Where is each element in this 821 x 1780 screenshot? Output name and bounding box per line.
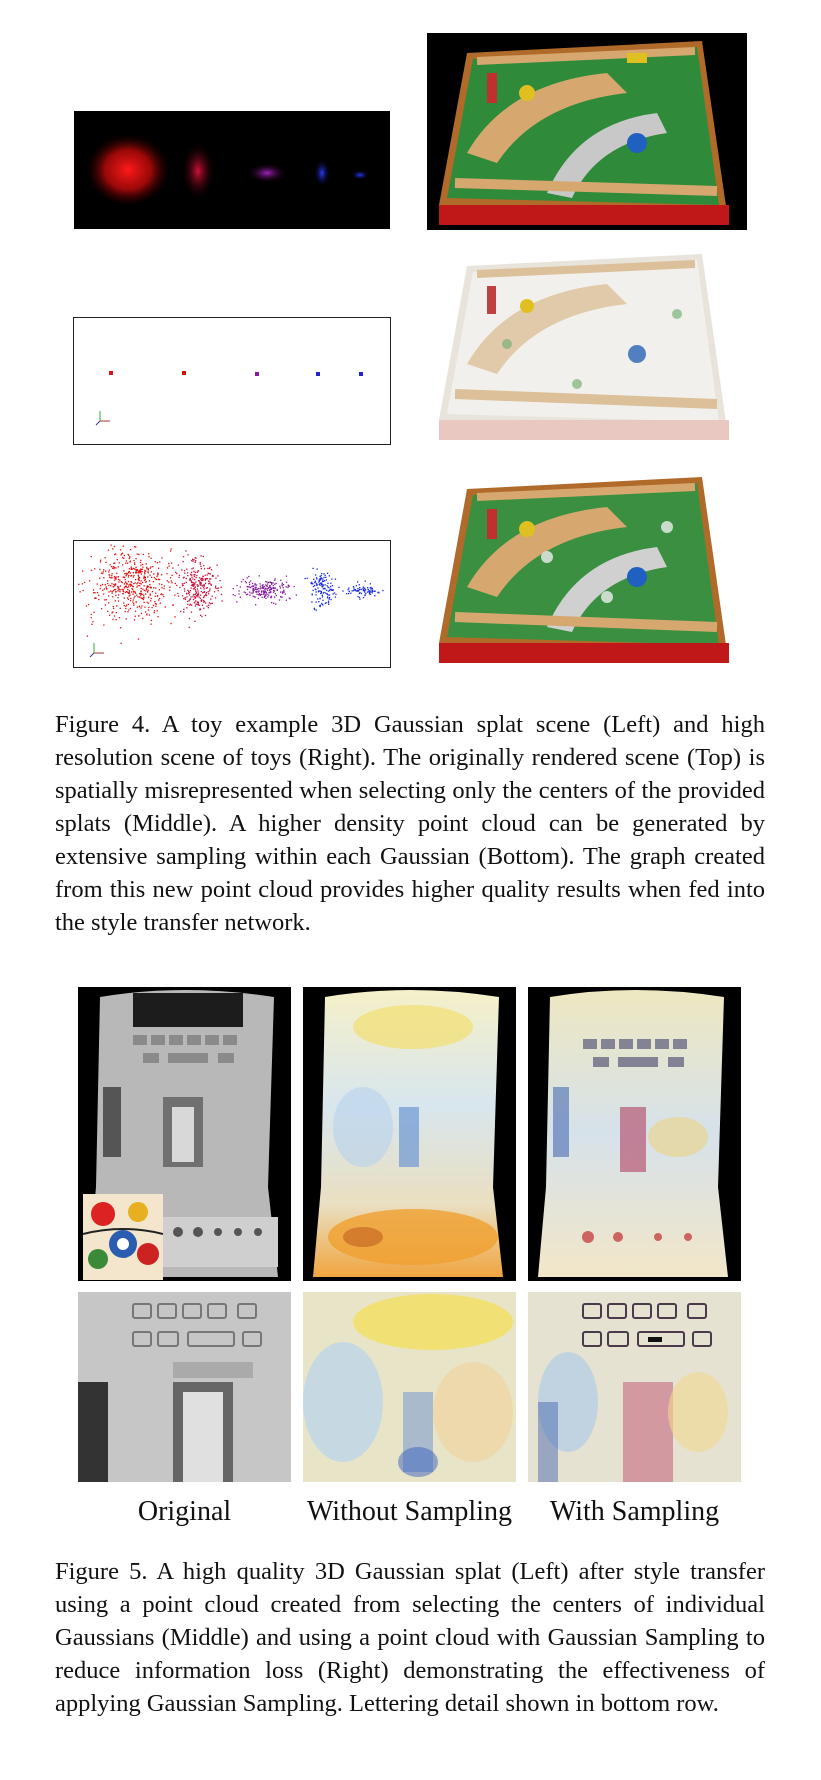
- center-point-purple: [255, 372, 259, 376]
- center-point-red-2: [182, 371, 186, 375]
- lettering-detail-original: [78, 1292, 291, 1482]
- toy-splat-render-panel: [74, 111, 390, 229]
- coffee-machine-without-sampling: [303, 987, 516, 1281]
- toy-sampled-point-cloud: [74, 541, 391, 668]
- coffee-machine-original: [78, 987, 291, 1281]
- splat-blue-small: [314, 159, 330, 187]
- splat-red-medium: [182, 143, 214, 199]
- axis-gizmo-icon: [96, 411, 110, 425]
- center-point-blue-1: [316, 372, 320, 376]
- sampled-blob-purple: [233, 575, 297, 605]
- figure-4-caption: Figure 4. A toy example 3D Gaussian splat scene (Left) and high resolution scene of toys (Right). The originally rendered scene (Top) is spatially misrepresented when selecting only the centers of the provided splats (Middle). A higher density point cloud can be generated by extensive sampling within each Gaussian (Bottom). The graph created from this new point cloud provides higher quality results when fed into the style transfer network.: [55, 711, 765, 936]
- axis-gizmo-icon: [90, 643, 104, 657]
- splat-red-large: [86, 134, 170, 206]
- column-label-without-sampling: Without Sampling: [307, 1496, 512, 1527]
- toy-centers-point-cloud-panel: [73, 317, 391, 445]
- toys-centers-point-cloud-render: [427, 244, 747, 447]
- column-label-original: Original: [137, 1496, 232, 1527]
- toy-splat-render: [74, 111, 390, 229]
- sampled-blob-blue-tiny: [342, 581, 383, 600]
- lettering-detail-with-sampling: [528, 1292, 741, 1482]
- sampled-blob-red-medium: [175, 550, 223, 628]
- style-reference-thumbnail: [83, 1194, 163, 1280]
- toys-scene-render-top: [427, 33, 747, 230]
- figure-5-caption: Figure 5. A high quality 3D Gaussian splat (Left) after style transfer using a point cloud created from selecting the centers of individual Gaussians (Middle) and using a point cloud with Gaussian Sampling to reduce information loss (Right) demonstrating the effectiveness of applying Gaussian Sampling. Lettering detail shown in bottom row.: [55, 1558, 765, 1717]
- toy-centers-point-cloud: [74, 318, 391, 445]
- column-label-with-sampling: With Sampling: [549, 1496, 720, 1527]
- lettering-detail-without-sampling: [303, 1292, 516, 1482]
- splat-purple: [247, 163, 287, 183]
- toys-sampled-point-cloud-render: [427, 467, 747, 670]
- center-point-blue-2: [359, 372, 363, 376]
- sampled-blob-blue-small: [305, 568, 340, 611]
- center-point-red-1: [109, 371, 113, 375]
- toy-sampled-point-cloud-panel: [73, 540, 391, 668]
- coffee-machine-with-sampling: [528, 987, 741, 1281]
- splat-blue-tiny: [351, 170, 369, 180]
